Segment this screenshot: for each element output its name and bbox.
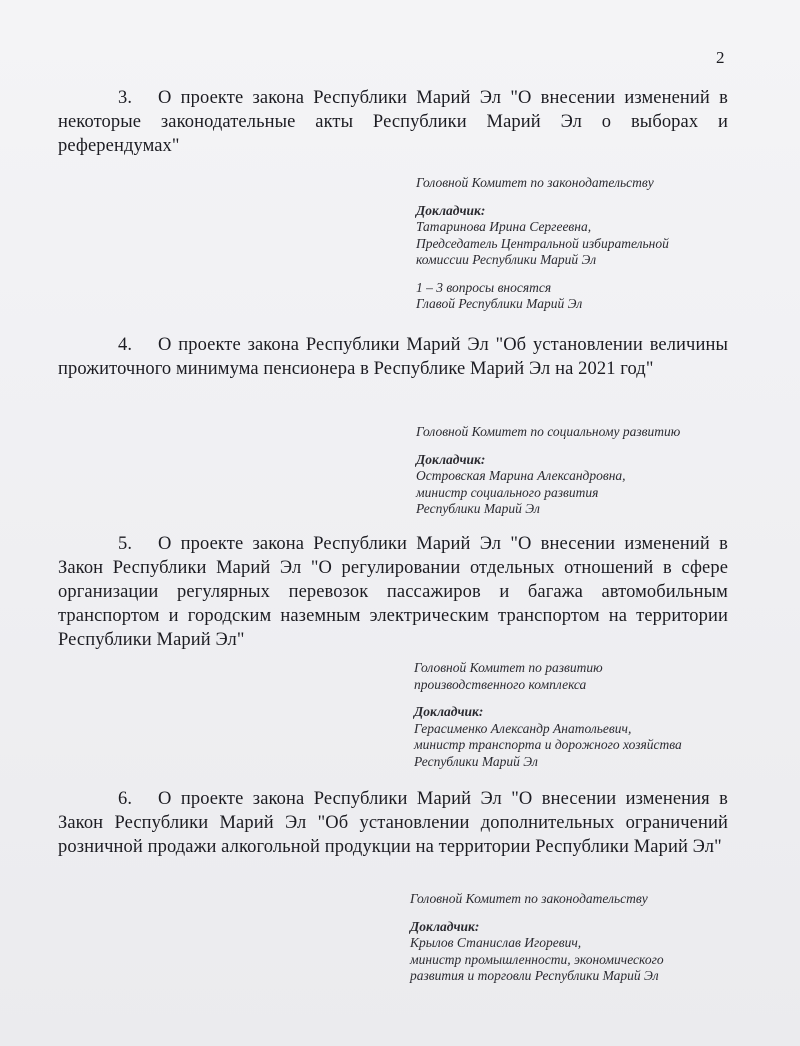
agenda-item-text xyxy=(58,787,728,859)
agenda-item-4-meta xyxy=(416,424,680,518)
reporter-position-line: министр социального развития xyxy=(416,484,599,500)
committee: Головной Комитет по законодательству xyxy=(410,891,648,906)
reporter-position-line: министр транспорта и дорожного хозяйства xyxy=(414,737,682,752)
committee: Головной Комитет по социальному развитию xyxy=(416,424,681,439)
reporter-position-line: развития и торговли Республики Марий Эл xyxy=(410,968,659,983)
agenda-item-3-meta xyxy=(416,175,669,313)
reporter-position-line: Республики Марий Эл xyxy=(414,753,538,769)
agenda-item-title: О проекте закона Республики Марий Эл "О внесении изменения в Закон Республики Марий Эл "Об установлении дополнительных ограничений розничной продажи алкогольной продукции на территории Республики Марий Эл" xyxy=(58,789,728,857)
reporter-name: Крылов Станислав Игоревич, xyxy=(410,935,582,950)
agenda-item-6-meta xyxy=(410,891,664,985)
agenda-item-5 xyxy=(58,532,728,652)
reporter-label: Докладчик: xyxy=(416,451,486,467)
reporter-name: Герасименко Александр Анатольевич, xyxy=(414,720,632,736)
agenda-item-title: О проекте закона Республики Марий Эл "О внесении изменений в Закон Республики Марий Эл "О регулировании отдельных отношений в сфере организации регулярных перевозок пассажиров и багажа автомобильным транспортом и городским наземным электрическим транспортом на территории Республики Марий Эл" xyxy=(58,534,728,650)
agenda-item-5-meta xyxy=(414,660,682,770)
reporter-label: Докладчик: xyxy=(410,918,480,934)
agenda-item-title: О проекте закона Республики Марий Эл "О внесении изменений в некоторые законодательные акты Республики Марий Эл о выборах и референдумах" xyxy=(58,88,728,156)
agenda-item-number: 3. xyxy=(118,88,133,108)
reporter-position-line: Республики Марий Эл xyxy=(416,501,540,516)
agenda-item-number: 4. xyxy=(118,335,133,355)
note-line: 1 – 3 вопросы вносятся xyxy=(416,279,552,295)
reporter-position-line: Председатель Центральной избирательной xyxy=(416,235,669,251)
reporter-position-line: министр промышленности, экономического xyxy=(410,951,664,967)
committee-line: производственного комплекса xyxy=(414,676,587,692)
agenda-item-3 xyxy=(58,86,728,158)
agenda-item-text xyxy=(58,86,728,158)
agenda-item-4 xyxy=(58,333,728,381)
reporter-name: Островская Марина Александровна, xyxy=(416,468,626,483)
agenda-item-number: 6. xyxy=(118,789,133,809)
reporter-label: Докладчик: xyxy=(414,704,484,719)
agenda-item-title: О проекте закона Республики Марий Эл "Об установлении величины прожиточного минимума пенсионера в Республике Марий Эл на 2021 год" xyxy=(58,335,728,379)
committee: Головной Комитет по законодательству xyxy=(416,175,654,190)
reporter-position-line: комиссии Республики Марий Эл xyxy=(416,252,597,267)
agenda-item-6 xyxy=(58,787,728,859)
reporter-label: Докладчик: xyxy=(416,202,486,218)
reporter-name: Татаринова Ирина Сергеевна, xyxy=(416,219,592,234)
note-line: Главой Республики Марий Эл xyxy=(416,296,583,311)
page-number: 2 xyxy=(716,48,725,67)
committee-line: Головной Комитет по развитию xyxy=(414,660,603,675)
agenda-item-text xyxy=(58,333,728,381)
agenda-item-number: 5. xyxy=(118,534,133,554)
agenda-item-text xyxy=(58,532,728,652)
